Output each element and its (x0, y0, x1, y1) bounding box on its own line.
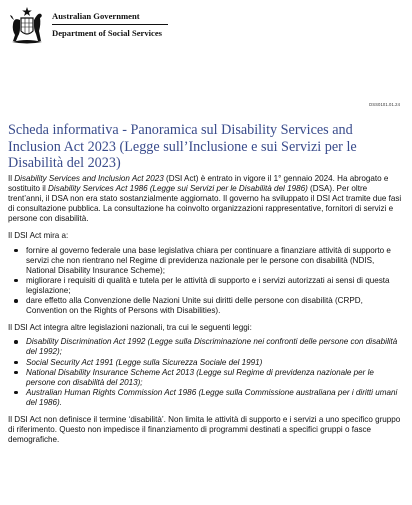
page-title: Scheda informativa - Panoramica sul Disability Services and Inclusion Act 2023 (Legge sull’Inclusione e sui Servizi per le Disabilità del 2023) (8, 122, 357, 171)
list-item: Australian Human Rights Commission Act 1986 (Legge sulla Commissione australiana per i diritti umani del 1986). (8, 388, 404, 408)
coat-of-arms-icon (8, 4, 46, 46)
aims-lead: Il DSI Act mira a: (8, 231, 69, 241)
list-item: dare effetto alla Convenzione delle Nazioni Unite sui diritti delle persone con disabilità (CRPD, Convention on the Rights of Persons with Disabilities). (8, 296, 404, 316)
department-name: Department of Social Services (52, 28, 163, 38)
list-item: Social Security Act 1991 (Legge sulla Sicurezza Sociale del 1991) (8, 358, 404, 368)
document-code: DSS0101.01.24 (369, 102, 400, 107)
intro-paragraph (8, 174, 404, 224)
closing-paragraph: Il DSI Act non definisce il termine ‘disabilità’. Non limita le attività di supporto e i servizi a uno specifico gruppo di riferimento. Questo non impedisce il finanziamento di programmi destinati a specifici gruppi o fasce demografiche. (8, 414, 401, 445)
acts-list (8, 337, 404, 408)
government-header (8, 4, 268, 48)
list-item: fornire al governo federale una base legislativa chiara per continuare a finanziare attività di supporto e servizi che non rientrano nel Regime di previdenza nazionale per le persone con disabilità (NDIS, National Disability Insurance Scheme); (8, 246, 404, 276)
intro-text-3: (DSA). Per oltre trent’anni, il DSA non era stato sostanzialmente aggiornato. Il governo ha sviluppato il DSI Act tramite due fasi di consultazione pubblica. La consultazione ha coinvolto organizzazioni rappresentative, fornitori di servizi e persone con disabilità. (8, 184, 402, 224)
list-item: migliorare i requisiti di qualità e tutela per le attività di supporto e i servizi autorizzati ai sensi di questa legislazione; (8, 276, 404, 296)
list-item: National Disability Insurance Scheme Act 2013 (Legge sul Regime di previdenza nazionale per le persone con disabilità del 2013); (8, 368, 404, 388)
acts-lead: Il DSI Act integra altre legislazioni nazionali, tra cui le seguenti leggi: (8, 323, 252, 333)
intro-text-2: (DSI Act) è entrato in vigore il 1° gennaio 2024. Ha abrogato e sostituito il (8, 174, 389, 194)
intro-act-name: Disability Services and Inclusion Act 2023 (14, 174, 164, 183)
intro-text-1: Il (8, 174, 15, 183)
header-divider (52, 24, 168, 25)
intro-old-act-name: Disability Services Act 1986 (Legge sui Servizi per le Disabilità del 1986) (48, 184, 308, 194)
government-name: Australian Government (52, 11, 140, 21)
list-item: Disability Discrimination Act 1992 (Legge sulla Discriminazione nei confronti delle persone con disabilità del 1992); (8, 337, 404, 357)
aims-list (8, 246, 404, 317)
document-body (8, 174, 404, 445)
